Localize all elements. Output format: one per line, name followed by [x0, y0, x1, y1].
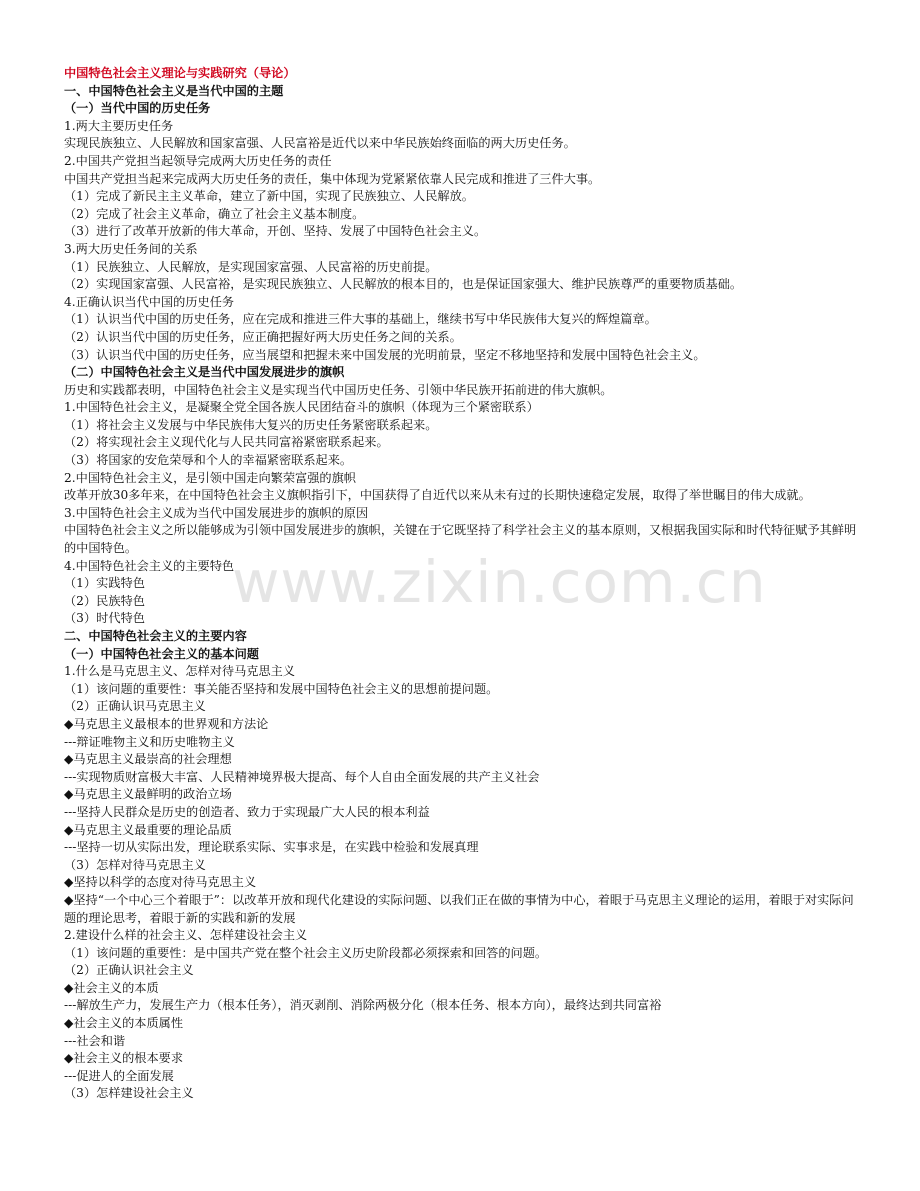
bullet-item: ◆坚持“一个中心三个着眼于”：以改革开放和现代化建设的实际问题、以我们正在做的事情为中心，着眼于马克思主义理论的运用，着眼于对实际问题的理论思考，着眼于新的实践和新的发展 — [64, 892, 854, 925]
subsection-heading: （一）中国特色社会主义的基本问题 — [64, 646, 259, 661]
list-item: （3）进行了改革开放新的伟大革命，开创、坚持、发展了中国特色社会主义。 — [64, 224, 487, 239]
paragraph: 中国特色社会主义之所以能够成为引领中国发展进步的旗帜，关键在于它既坚持了科学社会主义的基本原则，又根据我国实际和时代特征赋予其鲜明的中国特色。 — [64, 523, 857, 556]
document-title: 中国特色社会主义理论与实践研究（导论） — [64, 66, 296, 80]
item-heading: 2.中国特色社会主义，是引领中国走向繁荣富强的旗帜 — [64, 470, 356, 485]
bullet-item: ◆社会主义的本质属性 — [64, 1016, 184, 1031]
bullet-item: ◆社会主义的本质 — [64, 980, 159, 995]
item-heading: 3.两大历史任务间的关系 — [64, 241, 198, 256]
bullet-item: ◆坚持以科学的态度对待马克思主义 — [64, 875, 257, 890]
dash-item: ---实现物质财富极大丰富、人民精神境界极大提高、每个人自由全面发展的共产主义社会 — [64, 769, 540, 784]
subsection-heading: （二）中国特色社会主义是当代中国发展进步的旗帜 — [64, 365, 345, 380]
dash-item: ---促进人的全面发展 — [64, 1068, 174, 1083]
dash-item: ---社会和谐 — [64, 1033, 126, 1048]
paragraph: 历史和实践都表明，中国特色社会主义是实现当代中国历史任务、引领中华民族开拓前进的伟大旗帜。 — [64, 382, 613, 397]
item-heading: 1.什么是马克思主义、怎样对待马克思主义 — [64, 664, 296, 679]
paragraph: 中国共产党担当起来完成两大历史任务的责任，集中体现为党紧紧依靠人民完成和推进了三件大事。 — [64, 171, 601, 186]
list-item: （2）认识当代中国的历史任务，应正确把握好两大历史任务之间的关系。 — [64, 329, 462, 344]
document-body — [64, 65, 864, 1103]
bullet-item: ◆社会主义的根本要求 — [64, 1051, 184, 1066]
list-item: （3）认识当代中国的历史任务，应当展望和把握未来中国发展的光明前景，坚定不移地坚持和发展中国特色社会主义。 — [64, 347, 706, 362]
list-item: （1）实践特色 — [64, 576, 145, 591]
list-item: （2）将实现社会主义现代化与人民共同富裕紧密联系起来。 — [64, 435, 389, 450]
paragraph: 改革开放30多年来，在中国特色社会主义旗帜指引下，中国获得了自近代以来从未有过的长期快速稳定发展，取得了举世瞩目的伟大成就。 — [64, 488, 811, 503]
bullet-item: ◆马克思主义最鲜明的政治立场 — [64, 787, 232, 802]
dash-item: ---坚持一切从实际出发，理论联系实际、实事求是，在实践中检验和发展真理 — [64, 840, 479, 855]
item-heading: 2.建设什么样的社会主义、怎样建设社会主义 — [64, 928, 308, 943]
dash-item: ---辩证唯物主义和历史唯物主义 — [64, 734, 235, 749]
item-heading: 4.中国特色社会主义的主要特色 — [64, 558, 235, 573]
list-item: （2）实现国家富强、人民富裕，是实现民族独立、人民解放的根本目的，也是保证国家强大、维护民族尊严的重要物质基础。 — [64, 277, 743, 292]
dash-item: ---坚持人民群众是历史的创造者、致力于实现最广大人民的根本利益 — [64, 804, 430, 819]
item-heading: 3.中国特色社会主义成为当代中国发展进步的旗帜的原因 — [64, 505, 369, 520]
bullet-item: ◆马克思主义最崇高的社会理想 — [64, 752, 232, 767]
list-item: （2）民族特色 — [64, 593, 145, 608]
bullet-item: ◆马克思主义最根本的世界观和方法论 — [64, 716, 269, 731]
list-item: （3）将国家的安危荣辱和个人的幸福紧密联系起来。 — [64, 453, 353, 468]
list-item: （2）正确认识社会主义 — [64, 963, 194, 978]
section-heading: 一、中国特色社会主义是当代中国的主题 — [64, 83, 284, 98]
item-heading: 1.两大主要历史任务 — [64, 118, 174, 133]
watermark: www.zixin.com.cn — [232, 548, 767, 616]
section-heading: 二、中国特色社会主义的主要内容 — [64, 629, 247, 643]
dash-item: ---解放生产力，发展生产力（根本任务），消灭剥削、消除两极分化（根本任务、根本方向），最终达到共同富裕 — [64, 998, 662, 1013]
list-item: （1）该问题的重要性：是中国共产党在整个社会主义历史阶段都必须探索和回答的问题。 — [64, 945, 548, 960]
item-heading: 1.中国特色社会主义，是凝聚全党全国各族人民团结奋斗的旗帜（体现为三个紧密联系） — [64, 400, 539, 415]
paragraph: 实现民族独立、人民解放和国家富强、人民富裕是近代以来中华民族始终面临的两大历史任务。 — [64, 136, 576, 151]
subsection-heading: （一）当代中国的历史任务 — [64, 101, 211, 116]
list-item: （1）将社会主义发展与中华民族伟大复兴的历史任务紧密联系起来。 — [64, 417, 438, 432]
bullet-item: ◆马克思主义最重要的理论品质 — [64, 822, 232, 837]
list-item: （1）民族独立、人民解放，是实现国家富强、人民富裕的历史前提。 — [64, 259, 438, 274]
list-item: （1）认识当代中国的历史任务，应在完成和推进三件大事的基础上，继续书写中华民族伟大复兴的辉煌篇章。 — [64, 312, 657, 327]
list-item: （3）时代特色 — [64, 611, 145, 626]
list-item: （1）完成了新民主主义革命，建立了新中国，实现了民族独立、人民解放。 — [64, 189, 474, 204]
item-heading: 4.正确认识当代中国的历史任务 — [64, 294, 235, 309]
list-item: （2）正确认识马克思主义 — [64, 699, 206, 714]
list-item: （3）怎样建设社会主义 — [64, 1086, 194, 1101]
list-item: （3）怎样对待马克思主义 — [64, 857, 206, 872]
item-heading: 2.中国共产党担当起领导完成两大历史任务的责任 — [64, 153, 332, 168]
list-item: （1）该问题的重要性：事关能否坚持和发展中国特色社会主义的思想前提问题。 — [64, 681, 499, 696]
list-item: （2）完成了社会主义革命，确立了社会主义基本制度。 — [64, 206, 365, 221]
